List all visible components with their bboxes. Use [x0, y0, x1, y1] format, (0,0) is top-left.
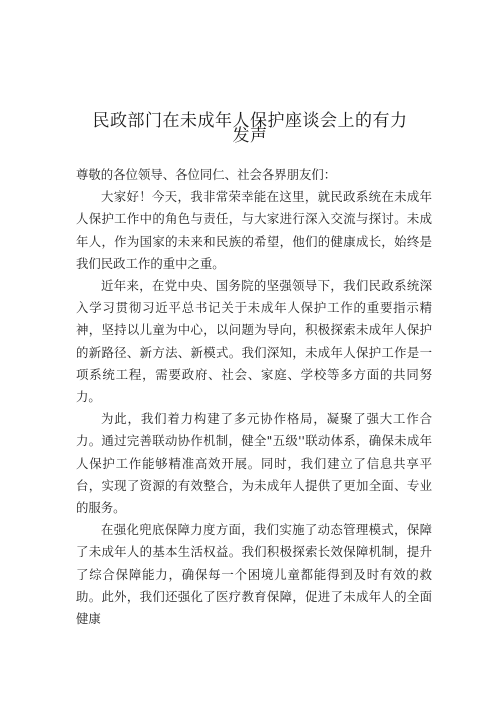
document-title-line-2: 发声 — [232, 126, 268, 146]
paragraph-opening: 大家好！今天，我非常荣幸能在这里，就民政系统在未成年人保护工作中的角色与责任，与大家进行深入交流与探讨。未成年人，作为国家的未来和民族的希望，他们的健康成长，始终是我们民政工作的重中之重。 — [76, 189, 432, 271]
paragraph-safeguards: 在强化兜底保障力度方面，我们实施了动态管理模式，保障了未成年人的基本生活权益。我们积极探索长效保障机制，提升了综合保障能力，确保每一个困境儿童都能得到及时有效的救助。此外，我们还强化了医疗教育保障，促进了未成年人的全面健康 — [76, 522, 432, 627]
document-title-line-1: 民政部门在未成年人保护座谈会上的有力 — [92, 111, 408, 131]
paragraph-collaboration: 为此，我们着力构建了多元协作格局，凝聚了强大工作合力。通过完善联动协作机制，健全"五级''联动体系，确保未成年人保护工作能够精准高效开展。同时，我们建立了信息共享平台，实现了资源的有效整合，为未成年人提供了更加全面、专业的服务。 — [76, 411, 432, 516]
paragraph-recent-work: 近年来，在党中央、国务院的坚强领导下，我们民政系统深入学习贯彻习近平总书记关于未成年人保护工作的重要指示精神，坚持以儿童为中心，以问题为导向，积极探索未成年人保护的新路径、新方法、新模式。我们深知，未成年人保护工作是一项系统工程，需要政府、社会、家庭、学校等多方面的共同努力。 — [76, 278, 432, 405]
document-body — [76, 164, 432, 630]
salutation: 尊敬的各位领导、各位同仁、社会各界朋友们： — [76, 167, 337, 182]
